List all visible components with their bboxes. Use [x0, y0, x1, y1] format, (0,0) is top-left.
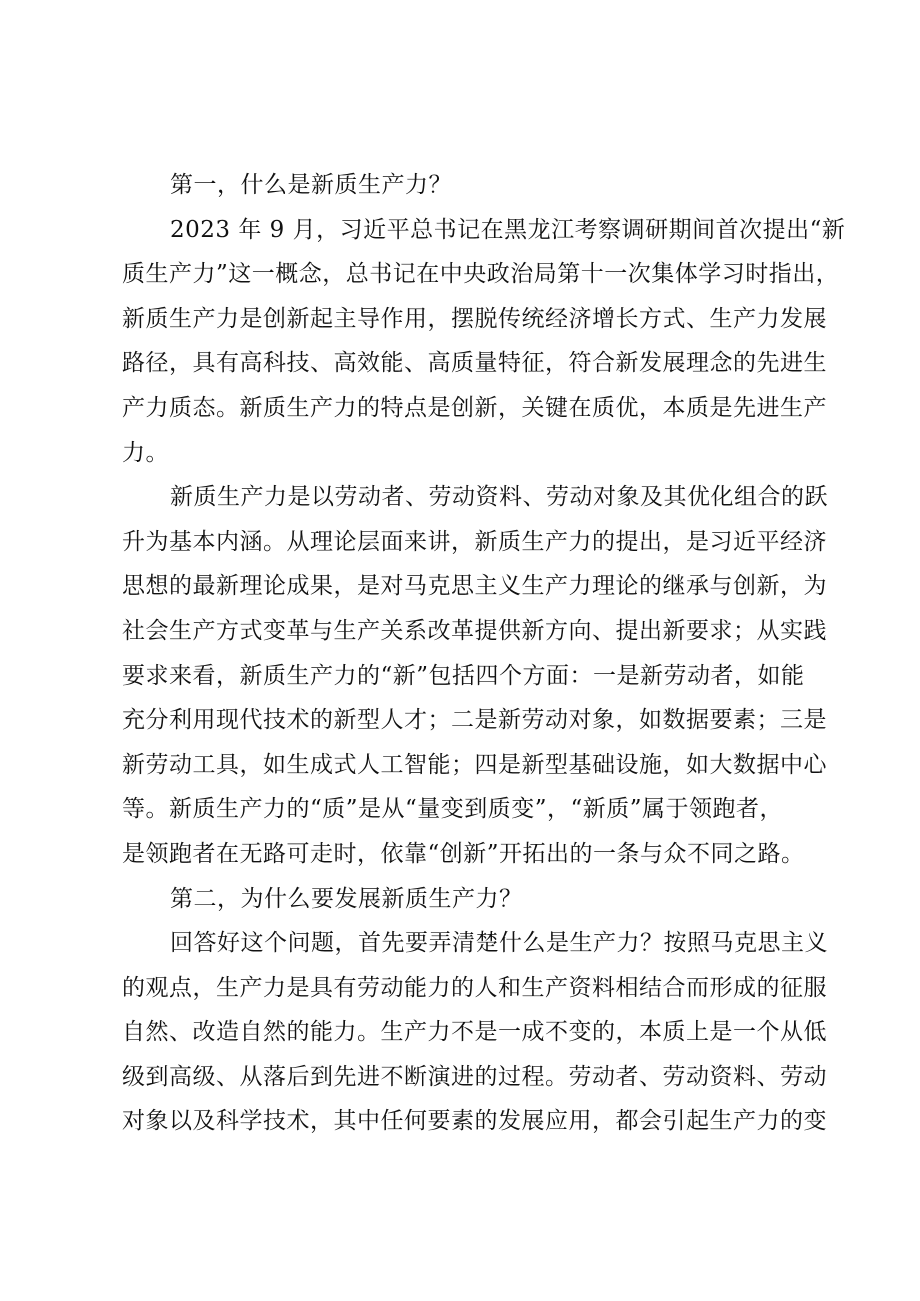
paragraph-line: 产力质态。新质生产力的特点是创新，关键在质优，本质是先进生产 [122, 394, 827, 421]
paragraph-line: 路径，具有高科技、高效能、高质量特征，符合新发展理念的先进生 [122, 350, 827, 377]
paragraph-line: 2023 年 9 月，习近平总书记在黑龙江考察调研期间首次提出“新 [170, 216, 846, 243]
paragraph-line: 等。新质生产力的“质”是从“量变到质变”，“新质”属于领跑者， [122, 796, 784, 823]
paragraph-line: 新质生产力是以劳动者、劳动资料、劳动对象及其优化组合的跃 [170, 484, 828, 511]
paragraph-line: 是领跑者在无路可走时，依靠“创新”开拓出的一条与众不同之路。 [122, 840, 805, 867]
paragraph-line: 回答好这个问题，首先要弄清楚什么是生产力？按照马克思主义 [170, 930, 828, 957]
paragraph-line: 对象以及科学技术，其中任何要素的发展应用，都会引起生产力的变 [122, 1108, 827, 1135]
paragraph-line: 新劳动工具，如生成式人工智能；四是新型基础设施，如大数据中心 [122, 751, 827, 778]
section-heading-1: 第一，什么是新质生产力？ [170, 172, 452, 198]
paragraph-line: 力。 [122, 439, 169, 466]
paragraph-line: 社会生产方式变革与生产关系改革提供新方向、提出新要求；从实践 [122, 617, 827, 644]
section-heading-2: 第二，为什么要发展新质生产力？ [170, 885, 523, 912]
paragraph-line: 质生产力”这一概念，总书记在中央政治局第十一次集体学习时指出， [122, 261, 840, 288]
paragraph-line: 要求来看，新质生产力的“新”包括四个方面：一是新劳动者，如能 [122, 662, 805, 689]
document-body [122, 163, 846, 1144]
paragraph-line: 自然、改造自然的能力。生产力不是一成不变的，本质上是一个从低 [122, 1019, 827, 1046]
paragraph-line: 新质生产力是创新起主导作用，摆脱传统经济增长方式、生产力发展 [122, 305, 827, 332]
paragraph-line: 充分利用现代技术的新型人才；二是新劳动对象，如数据要素；三是 [122, 707, 827, 734]
paragraph-line: 的观点，生产力是具有劳动能力的人和生产资料相结合而形成的征服 [122, 974, 827, 1001]
paragraph-line: 级到高级、从落后到先进不断演进的过程。劳动者、劳动资料、劳动 [122, 1063, 827, 1090]
paragraph-line: 思想的最新理论成果，是对马克思主义生产力理论的继承与创新，为 [122, 573, 827, 600]
paragraph-line: 升为基本内涵。从理论层面来讲，新质生产力的提出，是习近平经济 [122, 528, 827, 555]
